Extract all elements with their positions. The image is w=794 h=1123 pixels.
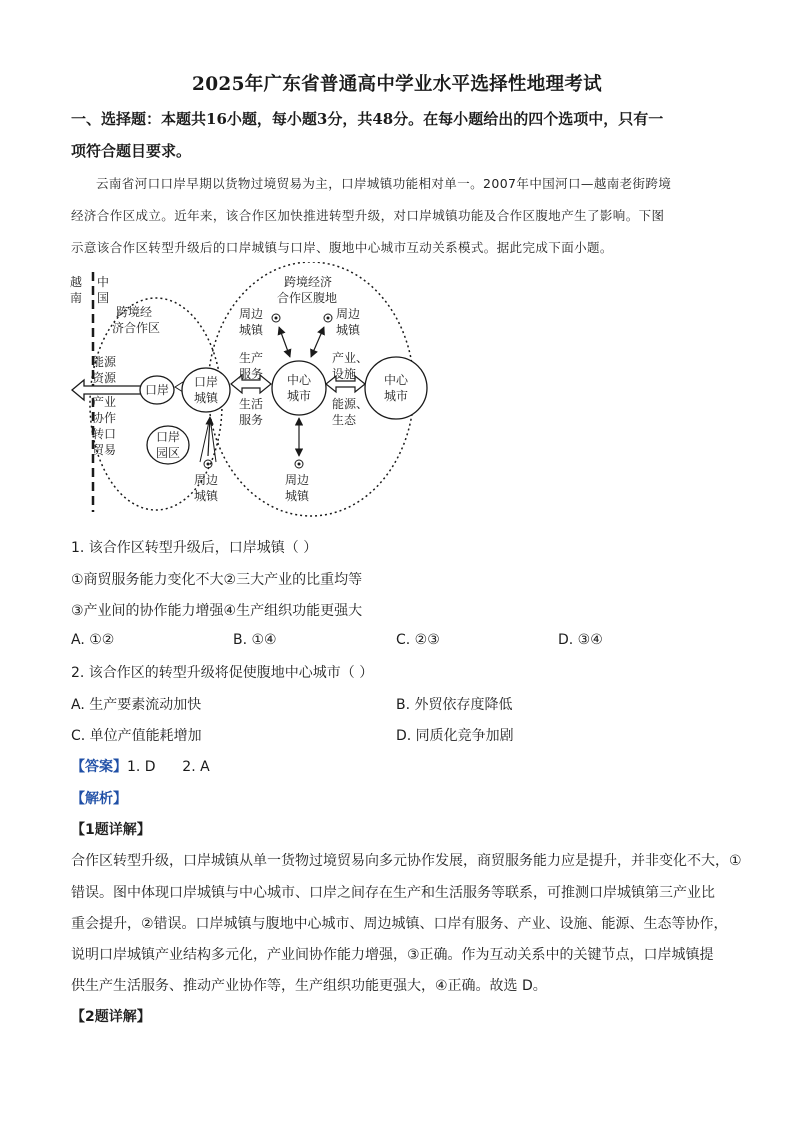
q1-statements-line2: ③产业间的协作能力增强④生产组织功能更强大 bbox=[71, 603, 363, 619]
label-port-town-1: 口岸 bbox=[194, 375, 219, 389]
label-vietnam-1: 越 bbox=[70, 275, 83, 289]
q1-option-a[interactable]: A. ①② bbox=[71, 632, 115, 648]
label-zone-2: 济合作区 bbox=[112, 321, 161, 335]
intro-line3: 示意该合作区转型升级后的口岸城镇与口岸、腹地中心城市互动关系模式。据此完成下面小题。 bbox=[71, 240, 613, 255]
section-heading-line1: 一、选择题：本题共16小题，每小题3分，共48分。在每小题给出的四个选项中，只有一 bbox=[71, 110, 664, 128]
q2-option-a[interactable]: A. 生产要素流动加快 bbox=[71, 697, 202, 713]
interaction-diagram bbox=[62, 262, 442, 524]
intro-line2: 经济合作区成立。近年来，该合作区加快推进转型升级，对口岸城镇功能及合作区腹地产生了影响。下图 bbox=[71, 208, 665, 223]
q2-stem: 2. 该合作区的转型升级将促使腹地中心城市（ ） bbox=[71, 665, 374, 681]
intro-line1: 云南省河口口岸早期以货物过境贸易为主，口岸城镇功能相对单一。2007年中国河口—越南老街跨境 bbox=[96, 176, 672, 191]
label-zone-1: 跨境经 bbox=[116, 305, 153, 319]
label-peripheral-tl-2: 城镇 bbox=[239, 323, 264, 337]
label-ind-fac-1: 产业、 bbox=[332, 351, 369, 365]
arrow-peripheral-tr bbox=[311, 327, 324, 357]
answer-row bbox=[71, 756, 210, 776]
label-center-1-2: 城市 bbox=[287, 389, 312, 403]
label-production-1: 生产 bbox=[239, 351, 264, 365]
arrow-peripheral-tl bbox=[279, 327, 290, 357]
label-vietnam-2: 南 bbox=[70, 291, 83, 305]
detail1-line3: 重会提升，②错误。口岸城镇与腹地中心城市、周边城镇、口岸有服务、产业、设施、能源、生态等协作， bbox=[71, 916, 728, 932]
q1-stem: 1. 该合作区转型升级后，口岸城镇（ ） bbox=[71, 540, 318, 556]
answer-label: 【答案】 bbox=[71, 759, 127, 775]
q2-option-c[interactable]: C. 单位产值能耗增加 bbox=[71, 728, 202, 744]
detail1-line5: 供生产生活服务、推动产业协作等，生产组织功能更强大，④正确。故选 D。 bbox=[71, 978, 547, 994]
label-ind-fac-2: 设施 bbox=[332, 367, 357, 381]
outer-center-city-node bbox=[365, 357, 427, 419]
q1-option-d[interactable]: D. ③④ bbox=[558, 632, 603, 648]
label-living-2: 服务 bbox=[239, 413, 264, 427]
label-energy-eco-1: 能源、 bbox=[332, 397, 369, 411]
label-peripheral-bl-1: 周边 bbox=[194, 473, 219, 487]
label-center-1-1: 中心 bbox=[287, 373, 312, 387]
label-peripheral-bl-2: 城镇 bbox=[194, 489, 219, 503]
label-industry-4: 贸易 bbox=[92, 443, 117, 457]
label-living-1: 生活 bbox=[239, 397, 264, 411]
detail1-line4: 说明口岸城镇产业结构多元化，产业间协作能力增强，③正确。作为互动关系中的关键节点，口岸城镇提 bbox=[71, 947, 714, 963]
section-heading-line2: 项符合题目要求。 bbox=[71, 142, 192, 160]
detail1-line1: 合作区转型升级，口岸城镇从单一货物过境贸易向多元协作发展，商贸服务能力应是提升，并非变化不大，① bbox=[71, 853, 742, 869]
detail1-line2: 错误。图中体现口岸城镇与中心城市、口岸之间存在生产和生活服务等联系，可推测口岸城镇第三产业比 bbox=[71, 885, 715, 901]
label-hinterland-1: 跨境经济 bbox=[284, 275, 333, 289]
label-industry-3: 转口 bbox=[92, 427, 117, 441]
label-energy-eco-2: 生态 bbox=[332, 413, 357, 427]
label-hinterland-2: 合作区腹地 bbox=[277, 291, 338, 305]
label-production-2: 服务 bbox=[239, 367, 264, 381]
label-port-town-2: 城镇 bbox=[194, 391, 219, 405]
answer-text: 1. D 2. A bbox=[127, 759, 210, 775]
label-china-1: 中 bbox=[97, 275, 110, 289]
label-peripheral-tl-1: 周边 bbox=[239, 307, 264, 321]
arrow-peripheral-bl-fan2 bbox=[210, 417, 216, 462]
label-energy-2: 资源 bbox=[92, 371, 117, 385]
q1-statements-line1: ①商贸服务能力变化不大②三大产业的比重均等 bbox=[71, 572, 363, 588]
label-industry-1: 产业 bbox=[92, 395, 117, 409]
label-port-park-1: 口岸 bbox=[156, 430, 181, 444]
analysis-label: 【解析】 bbox=[71, 791, 127, 807]
label-port: 口岸 bbox=[145, 383, 170, 397]
q2-option-b[interactable]: B. 外贸依存度降低 bbox=[396, 697, 513, 713]
detail2-label: 【2题详解】 bbox=[71, 1009, 151, 1025]
center-city-node bbox=[272, 361, 326, 415]
label-center-2-1: 中心 bbox=[384, 373, 409, 387]
label-china-2: 国 bbox=[97, 291, 110, 305]
label-peripheral-tr-2: 城镇 bbox=[336, 323, 361, 337]
label-peripheral-bc-1: 周边 bbox=[285, 473, 310, 487]
label-peripheral-tr-1: 周边 bbox=[336, 307, 361, 321]
q1-option-b[interactable]: B. ①④ bbox=[233, 632, 277, 648]
detail1-label: 【1题详解】 bbox=[71, 822, 151, 838]
label-energy-1: 能源 bbox=[92, 355, 117, 369]
page-title: 2025年广东省普通高中学业水平选择性地理考试 bbox=[192, 74, 602, 95]
q2-option-d[interactable]: D. 同质化竞争加剧 bbox=[396, 728, 514, 744]
label-port-park-2: 园区 bbox=[156, 446, 181, 460]
q1-option-c[interactable]: C. ②③ bbox=[396, 632, 440, 648]
label-peripheral-bc-2: 城镇 bbox=[285, 489, 310, 503]
label-industry-2: 协作 bbox=[92, 411, 117, 425]
label-center-2-2: 城市 bbox=[384, 389, 409, 403]
